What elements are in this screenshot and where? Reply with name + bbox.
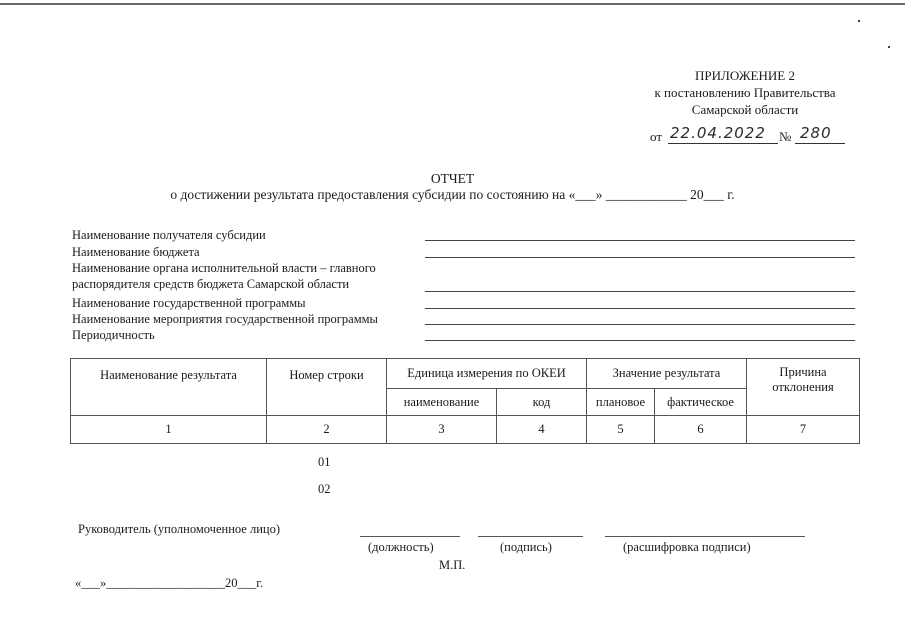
field-budget: Наименование бюджета: [72, 245, 200, 259]
stamp-label: М.П.: [439, 558, 466, 572]
header-unit-okei: Единица измерения по ОКЕИ: [387, 359, 587, 389]
appendix-title: ПРИЛОЖЕНИЕ 2: [695, 68, 795, 83]
field-authority-line1: Наименование органа исполнительной власти – главного: [72, 261, 376, 275]
field-authority-line[interactable]: [425, 291, 855, 292]
field-program-line[interactable]: [425, 308, 855, 309]
appendix-number-value: 280: [800, 124, 832, 142]
header-value: Значение результата: [587, 359, 747, 389]
column-number: 4: [497, 416, 587, 444]
report-subtitle: о достижении результата предоставления субсидии по состоянию на «___» ____________ 20___ г.: [170, 187, 735, 202]
appendix-date-prefix: от: [650, 129, 663, 144]
field-periodicity: Периодичность: [72, 328, 155, 342]
report-title: ОТЧЕТ: [430, 171, 475, 186]
date-underline: [668, 143, 778, 144]
column-number: 6: [655, 416, 747, 444]
appendix-line-1: к постановлению Правительства: [654, 85, 836, 100]
decoding-caption: (расшифровка подписи): [623, 540, 751, 554]
signature-date-line: «___»___________________20___г.: [75, 576, 264, 590]
row-code-01: 01: [318, 455, 331, 469]
column-number: 7: [747, 416, 860, 444]
field-budget-line[interactable]: [425, 257, 855, 258]
column-number: 5: [587, 416, 655, 444]
header-reason: Причина отклонения: [747, 359, 860, 416]
position-caption: (должность): [368, 540, 434, 554]
header-result-name: Наименование результата: [71, 359, 267, 416]
table-header-row-1: [71, 359, 860, 389]
column-number: 1: [71, 416, 267, 444]
position-line[interactable]: [360, 536, 460, 537]
appendix-number-sign: №: [779, 129, 792, 144]
scan-edge-line: [0, 3, 905, 5]
field-event: Наименование мероприятия государственной программы: [72, 312, 378, 326]
column-number: 3: [387, 416, 497, 444]
field-periodicity-line[interactable]: [425, 340, 855, 341]
head-label: Руководитель (уполномоченное лицо): [78, 522, 281, 536]
scan-speck: [888, 46, 890, 48]
field-authority-line2: распорядителя средств бюджета Самарской области: [72, 277, 350, 291]
table-row-column-numbers: [71, 416, 860, 444]
header-row-number: Номер строки: [267, 359, 387, 416]
signature-caption: (подпись): [500, 540, 552, 554]
header-unit-name: наименование: [387, 389, 497, 416]
field-recipient-line[interactable]: [425, 240, 855, 241]
column-number: 2: [267, 416, 387, 444]
row-code-02: 02: [318, 482, 331, 496]
header-planned: плановое: [587, 389, 655, 416]
header-actual: фактическое: [655, 389, 747, 416]
field-event-line[interactable]: [425, 324, 855, 325]
report-table: [70, 358, 860, 444]
number-underline: [795, 143, 845, 144]
field-recipient: Наименование получателя субсидии: [72, 228, 266, 242]
scan-speck: [858, 20, 860, 22]
field-program: Наименование государственной программы: [72, 296, 306, 310]
signature-line[interactable]: [478, 536, 583, 537]
decoding-line[interactable]: [605, 536, 805, 537]
appendix-line-2: Самарской области: [691, 102, 799, 117]
appendix-date-value: 22.04.2022: [670, 124, 766, 142]
header-unit-code: код: [497, 389, 587, 416]
